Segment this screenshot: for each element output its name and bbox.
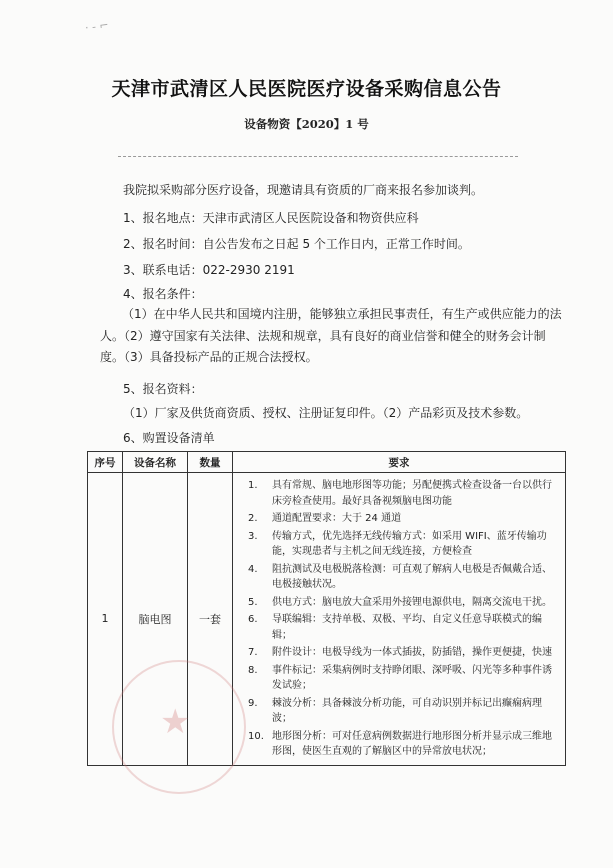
cell-no: 1 — [88, 473, 123, 766]
list-item: 10. 地形图分析：可对任意病例数据进行地形图分析并显示成三维地形图，使医生直观的了解脑区中的异常放电状况； — [248, 730, 552, 757]
scan-mark: · ‐ ⌐ — [84, 18, 110, 35]
intro-text: 我院拟采购部分医疗设备，现邀请具有资质的厂商来报名参加谈判。 — [123, 183, 484, 197]
header-requirements: 要求 — [233, 452, 566, 473]
list-item: 4. 阻抗测试及电极脱落检测：可直观了解病人电极是否佩戴合适、电极接触状况。 — [248, 563, 552, 590]
item-conditions-text: （1）在中华人民共和国境内注册，能够独立承担民事责任，有生产或供应能力的法人。（2）遵守国家有关法律、法规和规章，具有良好的商业信誉和健全的财务会计制度。（3）具备投标产品的正规合法授权。 — [100, 307, 562, 364]
item-materials-text: （1）厂家及供货商资质、授权、注册证复印件。（2）产品彩页及技术参数。 — [123, 406, 529, 420]
item-time: 2、报名时间：自公告发布之日起 5 个工作日内，正常工作时间。 — [123, 237, 470, 251]
list-item: 1. 具有常规、脑电地形图等功能；另配便携式检查设备一台以供行床旁检查使用。最好具备视频脑电图功能 — [248, 480, 552, 507]
list-item: 2. 通道配置要求：大于 24 通道 — [248, 513, 402, 524]
seal-star-icon: ★ — [160, 702, 191, 742]
list-item: 9. 棘波分析：具备棘波分析功能，可自动识别并标记出癫痫病理波； — [248, 697, 542, 724]
table-header-row — [88, 452, 566, 473]
item-materials-heading: 5、报名资料： — [123, 382, 203, 396]
cell-name: 脑电图 — [123, 473, 188, 766]
divider — [118, 156, 518, 157]
list-item: 8. 事件标记：采集病例时支持睁闭眼、深呼吸、闪光等多种事件诱发试验； — [248, 664, 552, 691]
item-equipment-heading: 6、购置设备清单 — [123, 431, 215, 445]
requirements-list — [234, 474, 564, 764]
list-item: 5. 供电方式：脑电放大盒采用外接锂电源供电，隔离交流电干扰。 — [248, 596, 552, 608]
page-title: 天津市武清区人民医院医疗设备采购信息公告 — [111, 78, 502, 100]
list-item: 7. 附件设计：电极导线为一体式插拔，防插错，操作更便捷，快速 — [248, 647, 552, 658]
cell-qty: 一套 — [188, 473, 233, 766]
document-number: 设备物资【2020】1 号 — [244, 117, 369, 131]
list-item: 6. 导联编辑：支持单极、双极、平均、自定义任意导联模式的编辑； — [248, 614, 542, 641]
item-location: 1、报名地点：天津市武清区人民医院设备和物资供应科 — [123, 211, 419, 225]
header-qty: 数量 — [188, 452, 233, 473]
item-conditions-heading: 4、报名条件： — [123, 287, 203, 301]
cell-requirements — [233, 473, 566, 766]
item-phone: 3、联系电话：022-2930 2191 — [123, 263, 295, 277]
equipment-table — [87, 451, 566, 766]
table-row — [88, 473, 566, 766]
header-name: 设备名称 — [123, 452, 188, 473]
list-item: 3. 传输方式，优先选择无线传输方式：如采用 WIFI、蓝牙传输功能，实现患者与主机之间无线连接，方便检查 — [248, 530, 547, 557]
header-no: 序号 — [88, 452, 123, 473]
